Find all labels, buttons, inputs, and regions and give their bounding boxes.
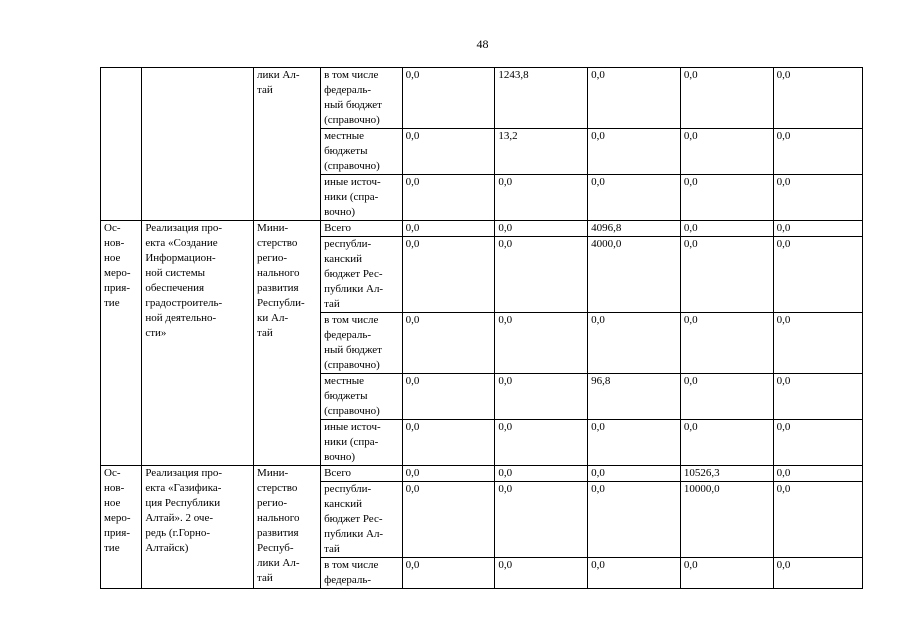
value-cell: 0,0 — [773, 68, 862, 129]
value-cell: 0,0 — [495, 558, 588, 589]
value-cell: 4096,8 — [588, 221, 681, 237]
activity-type-cell — [101, 68, 142, 221]
executor-cell: Мини- стерство регио- нального развития Респуб- лики Ал- тай — [254, 466, 321, 589]
value-cell: 0,0 — [402, 420, 495, 466]
activity-name-cell: Реализация про- екта «Газифика- ция Республики Алтай». 2 оче- редь (г.Горно- Алтайск) — [142, 466, 254, 589]
value-cell: 0,0 — [773, 482, 862, 558]
value-cell: 0,0 — [773, 221, 862, 237]
funding-source-cell: Всего — [321, 221, 403, 237]
value-cell: 0,0 — [495, 482, 588, 558]
value-cell: 0,0 — [773, 237, 862, 313]
value-cell: 0,0 — [773, 374, 862, 420]
funding-source-cell: республи- канский бюджет Рес- публики Ал- тай — [321, 482, 403, 558]
value-cell: 0,0 — [773, 466, 862, 482]
value-cell: 0,0 — [588, 558, 681, 589]
value-cell: 0,0 — [402, 175, 495, 221]
value-cell: 0,0 — [680, 420, 773, 466]
value-cell: 0,0 — [680, 175, 773, 221]
activity-type-cell: Ос- нов- ное меро- прия- тие — [101, 221, 142, 466]
value-cell: 0,0 — [773, 175, 862, 221]
value-cell: 0,0 — [402, 221, 495, 237]
table-row — [101, 68, 863, 129]
value-cell: 0,0 — [402, 374, 495, 420]
value-cell: 10000,0 — [680, 482, 773, 558]
value-cell: 0,0 — [495, 237, 588, 313]
funding-source-cell: республи- канский бюджет Рес- публики Ал- тай — [321, 237, 403, 313]
value-cell: 0,0 — [680, 374, 773, 420]
funding-source-cell: в том числе федераль- ный бюджет (справочно) — [321, 313, 403, 374]
value-cell: 0,0 — [773, 313, 862, 374]
value-cell: 0,0 — [588, 420, 681, 466]
activity-type-cell: Ос- нов- ное меро- прия- тие — [101, 466, 142, 589]
funding-source-cell: местные бюджеты (справочно) — [321, 374, 403, 420]
value-cell: 0,0 — [588, 313, 681, 374]
value-cell: 10526,3 — [680, 466, 773, 482]
activity-name-cell — [142, 68, 254, 221]
value-cell: 0,0 — [495, 221, 588, 237]
value-cell: 96,8 — [588, 374, 681, 420]
activity-name-cell: Реализация про- екта «Создание Информацион- ной системы обеспечения градостроитель- ной деятельно- сти» — [142, 221, 254, 466]
value-cell: 0,0 — [402, 313, 495, 374]
funding-source-cell: Всего — [321, 466, 403, 482]
table-row — [101, 221, 863, 237]
value-cell: 1243,8 — [495, 68, 588, 129]
funding-source-cell: в том числе федераль- ный бюджет (справочно) — [321, 68, 403, 129]
value-cell: 0,0 — [402, 466, 495, 482]
value-cell: 0,0 — [680, 129, 773, 175]
value-cell: 0,0 — [495, 175, 588, 221]
funding-source-cell: иные источ- ники (спра- вочно) — [321, 420, 403, 466]
value-cell: 0,0 — [680, 68, 773, 129]
table-row — [101, 466, 863, 482]
value-cell: 13,2 — [495, 129, 588, 175]
value-cell: 0,0 — [495, 466, 588, 482]
value-cell: 0,0 — [402, 482, 495, 558]
value-cell: 0,0 — [588, 466, 681, 482]
value-cell: 0,0 — [495, 420, 588, 466]
executor-cell: Мини- стерство регио- нального развития Республи- ки Ал- тай — [254, 221, 321, 466]
value-cell: 0,0 — [402, 68, 495, 129]
page-number: 48 — [476, 37, 489, 51]
value-cell: 0,0 — [402, 237, 495, 313]
executor-cell: лики Ал- тай — [254, 68, 321, 221]
value-cell: 0,0 — [588, 175, 681, 221]
value-cell: 0,0 — [495, 313, 588, 374]
value-cell: 0,0 — [588, 482, 681, 558]
value-cell: 0,0 — [588, 129, 681, 175]
budget-table-body — [101, 68, 863, 589]
funding-source-cell: в том числе федераль- — [321, 558, 403, 589]
value-cell: 0,0 — [588, 68, 681, 129]
value-cell: 0,0 — [402, 129, 495, 175]
value-cell: 0,0 — [495, 374, 588, 420]
value-cell: 0,0 — [680, 221, 773, 237]
value-cell: 0,0 — [773, 420, 862, 466]
value-cell: 4000,0 — [588, 237, 681, 313]
value-cell: 0,0 — [773, 129, 862, 175]
value-cell: 0,0 — [680, 313, 773, 374]
value-cell: 0,0 — [402, 558, 495, 589]
value-cell: 0,0 — [680, 558, 773, 589]
value-cell: 0,0 — [773, 558, 862, 589]
funding-source-cell: местные бюджеты (справочно) — [321, 129, 403, 175]
value-cell: 0,0 — [680, 237, 773, 313]
budget-table — [100, 67, 863, 589]
funding-source-cell: иные источ- ники (спра- вочно) — [321, 175, 403, 221]
